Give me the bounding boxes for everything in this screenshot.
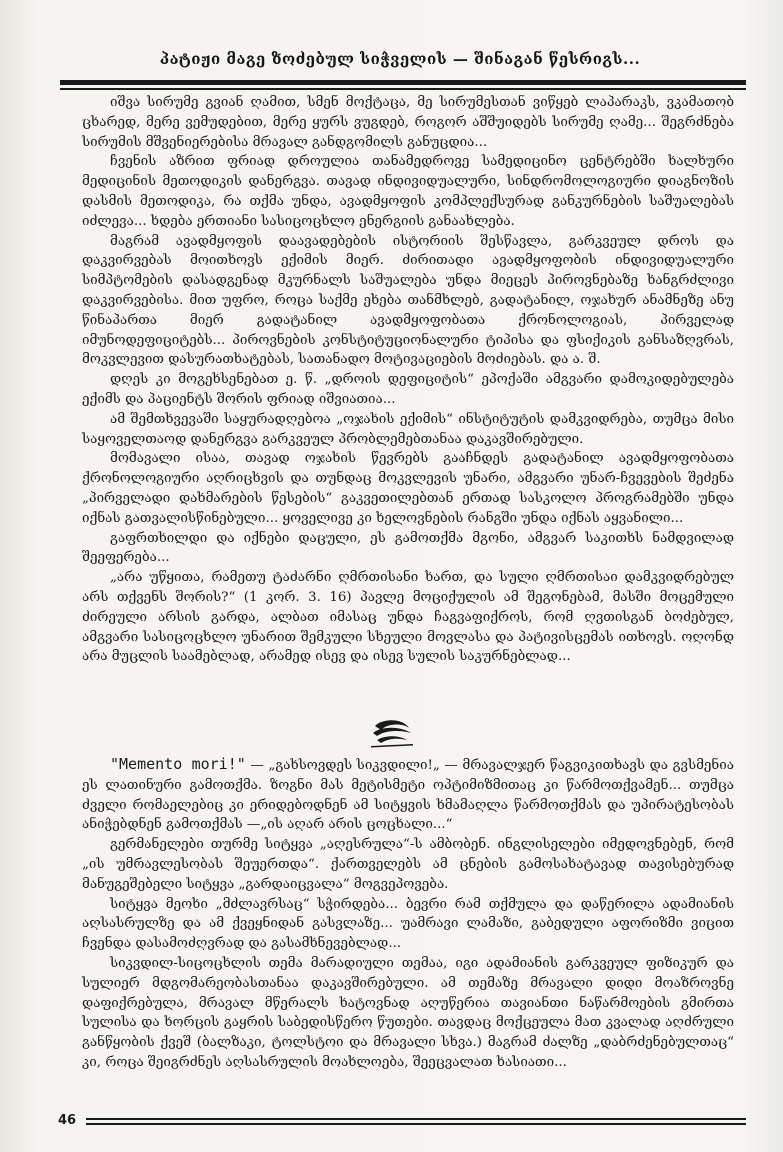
paragraph: სიტყვა მეოხი „მძლავრსაც“ სჭირდება... ბევრი რამ თქმულა და დაწერილა ადამიანის აღსასრულზე და ამ ქვეყნიდან გასვლაზე... უამრავი ლამაზი, გაბედული აფორიზმი ვიცით ჩვენდა დასამოძღვრად და გასამხნევებლად... <box>82 896 734 952</box>
memento-text: — „გახსოვდეს სიკვდილი!„ — მრავალჯერ წაგვიკითხავს და გვსმენია ეს ლათინური გამოთქმა. ზოგნი მას მეტისმეტი ოპტიმიზმითაც კი წარმოთქვამენ... თუმცა ძველი რომაელებიც კი ერიდებოდნენ ამ სიტყვის ხმამაღლა წარმოთქმას და უპირატესობას ანიჭებდნენ გამოთქმას —„ის აღარ არის ცოცხალი...“ <box>82 758 735 833</box>
paragraph: გაფრთხილდი და იქნები დაცული, ეს გამოთქმა მგონი, ამგვარ საკითხს ნამდვილად შეეფერება... <box>82 530 734 566</box>
swirl-ornament-icon <box>369 718 415 748</box>
paragraph: მაგრამ ავადმყოფის დაავადებების ისტორიის შესწავლა, გარკვეულ დროს და დაკვირვებას მოითხოვს ექიმის მიერ. ძირითადი ავადმყოფობის ინდივიდუალური სიმპტომების დასადგენად მკურნალს საშუალება უნდა მიეცეს პიროვნებაზე ხანგრძლივი დაკვირვებისა. მით უფრო, როცა საქმე ეხება თანმხლებ, გადატანილ, ოჯახურ ანამნეზე ანუ წინაპართა მიერ გადატანილ ავადმყოფობათა ქრონოლოგიას, პირველად იმუნოდეფიციტებს... პიროვნების კონსტიტუციონალური ტიპისა და ფსიქიკის განსაზღვრას, მოკვლევით დასურათხატებას, სათანადო მოტივაციების მოძიებას. და ა. შ. <box>82 233 734 368</box>
running-header: პატიჟი მაგე ზოძებულ სიჭველის — შინაგან წესრიგს... <box>159 50 641 68</box>
footer-rule <box>86 1118 746 1120</box>
memento-quote: "Memento mori!" <box>110 755 246 773</box>
header-rule-thin <box>60 88 746 90</box>
paragraph: ჩვენის აზრით ფრიად დროულია თანამედროვე სამედიცინო ცენტრებში ხალხური მედიცინის მეთოდიკის დანერგვა. თავად ინდივიდუალური, სინდრომოლოგიური დიაგნოზის დასმის მეთოდიკა, რა თქმა უნდა, ავადმყოფის კომპლექსურად განკურნების საშუალებას იძლევა... ხდება ერთიანი სასიცოცხლო ენერგიის განაახლება. <box>82 154 734 229</box>
paragraph: მომავალი ისაა, თავად ოჯახის წევრებს გააჩნდეს გადატანილ ავადმყოფობათა ქრონოლოგიური აღრიცხვის და თუნდაც მოკვლევის უნარი, ამგვარი უნარ-ჩვევების შეძენა „პირველადი დახმარების წესების“ გაკვეთილებთან ერთად სასკოლო პროგრამებში უნდა იქნას გათვალისწინებული... ყოველივე კი ხელოვნების რანგში უნდა იქნას აყვანილი... <box>82 451 734 526</box>
footer-rule <box>86 1123 746 1125</box>
paragraph: იშვა სირუმე გვიან ღამით, სმენ მოქტაცა, მე სირუმესთან ვიწყებ ლაპარაკს, ვკამათობ ცხარედ, მერე ვემუდებით, მერე ყურს ვუგდებ, როგორ აშშუიდებს სირუმე ღამე... შეგრძნება სირუმის მშვენიერებისა მრავალ განდგომილს განუცდია... <box>82 95 734 150</box>
paragraph: სიკვდილ-სიცოცხლის თემა მარადიული თემაა, იგი ადამიანის გარკვეულ ფიზიკურ და სულიერ მდგომარეობასთანაა დაკავშირებული. ამ თემაზე მრავალი დიდი მოაზროვნე დაფიქრებულა, მრავალ მწერალს ხატოვნად აღუწერია თავიანთი ნაწარმოების გმირთა სულისა და ხორცის გაყრის საბედისწერო წუთები. თავდაც მოქცეულა მათ კვალად აღძრული განწყობის ქვეშ (ბალზაკი, ტოლსტოი და მრავალი სხვა.) მაგრამ ძალზე „დაბრძენებულთაც“ კი, როცა შეიგრძნეს აღსასრულის მოახლოება, შეეცვალათ ხასიათი... <box>82 955 734 1070</box>
article-body-top <box>82 93 734 667</box>
paragraph: გერმანელები თურმე სიტყვა „აღესრულა“-ს ამბობენ. ინგლისელები იმედოვნებენ, რომ „ის უმრავლესობას შეუერთდა“. ქართველებს ამ ცნების გამოსახატავად თავისებურად მანუგეშებელი სიტყვა „გარდაიცვალა“ მოგვეპოვება. <box>82 837 734 892</box>
article-body-bottom <box>82 755 734 1073</box>
memento-paragraph <box>82 755 734 835</box>
header-rule-thick <box>60 80 746 85</box>
paragraph: დღეს კი მოგეხსენებათ ე. წ. „დროის დეფიციტის“ ეპოქაში ამგვარი დამოკიდებულება ექიმს და პაციენტს შორის ფრიად იშვიათია... <box>82 372 734 407</box>
page-number: 46 <box>58 1113 77 1128</box>
paragraph: „არა უწყითა, რამეთუ ტაძარნი ღმრთისანი ხართ, და სული ღმრთისაი დამკვიდრებულ არს თქვენს შორის?“ (1 კორ. 3. 16) პავლე მოციქულის ამ შეგონებამ, მასში მოცემული ძირეული არსის გარდა, ალბათ იმასაც უნდა ჩაგვაფიქროს, რომ ღვთისგან ბოძებულ, ამგვარი სასიცოცხლო უნარით შემკული სხეული მოვლასა და პატივისცემას ითხოვს. ოღონდ არა მუცლის საამებლად, არამედ ისევ და ისევ სულის საკურნებლად... <box>82 570 734 665</box>
paragraph: ამ შემთხვევაში საყურადღებოა „ოჯახის ექიმის“ ინსტიტუტის დამკვიდრება, თუმცა მისი საყოველთაოდ დანერგვა გარკვეულ პრობლემებთანაა დაკავშირებული. <box>82 411 734 447</box>
